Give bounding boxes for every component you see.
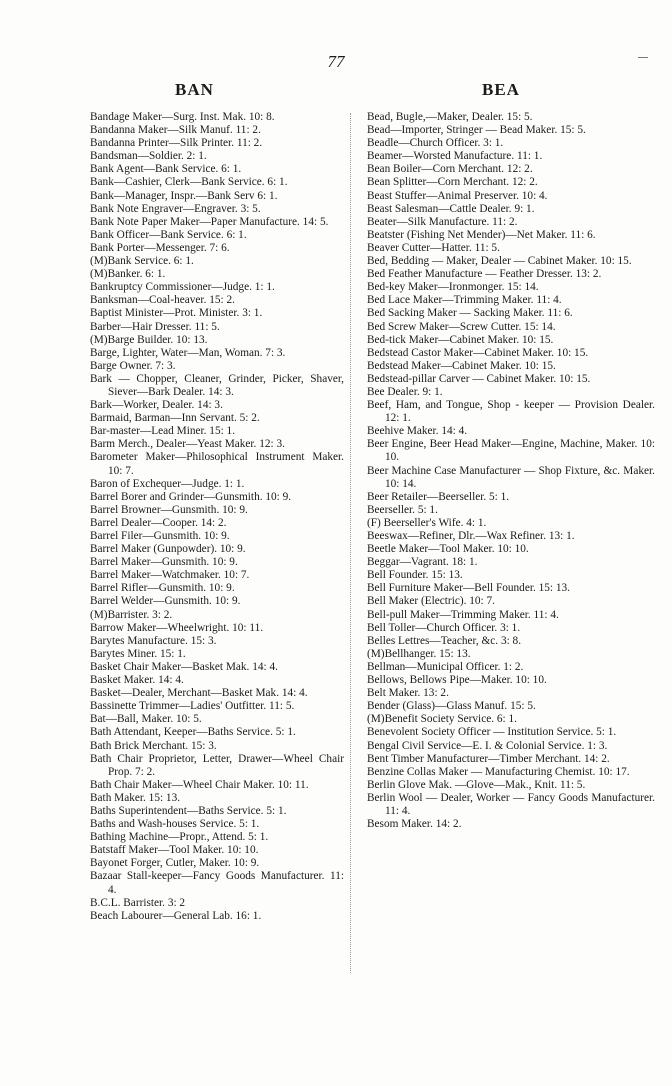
index-entry: Bank Officer—Bank Service. 6: 1. [90,228,247,241]
index-entry: Beast Stuffer—Animal Preserver. 10: 4. [367,189,548,202]
index-entry: Beerseller. 5: 1. [367,503,438,516]
index-entry: Bath Maker. 15: 13. [90,791,181,804]
index-entry: Barytes Manufacture. 15: 3. [90,634,217,647]
index-entry: Basket—Dealer, Merchant—Basket Mak. 14: 4. [90,687,308,700]
index-entry: Bedstead Castor Maker—Cabinet Maker. 10: 15. [367,346,589,359]
index-entry: Barrel Dealer—Cooper. 14: 2. [90,516,227,529]
index-entry: (M)Barge Builder. 10: 13. [90,333,208,346]
page-number: 77 [327,52,345,71]
index-entry: Beer Engine, Beer Head Maker—Engine, Machine, Maker. 10: 10. [367,438,655,464]
index-entry: Beatster (Fishing Net Mender)—Net Maker. 11: 6. [367,228,596,241]
index-entry: Barmaid, Barman—Inn Servant. 5: 2. [90,412,260,425]
index-entry: Bath Chair Maker—Wheel Chair Maker. 10: 11. [90,778,309,791]
index-entry: (M)Bellhanger. 15: 13. [367,647,471,660]
index-entry: Barytes Miner. 15: 1. [90,647,186,660]
index-entry: Bed Screw Maker—Screw Cutter. 15: 14. [367,320,556,333]
index-entry: Bead—Importer, Stringer — Bead Maker. 15: 5. [367,124,586,137]
index-entry: Beehive Maker. 14: 4. [367,425,468,438]
index-entry: Belles Lettres—Teacher, &c. 3: 8. [367,634,522,647]
index-entry: Bedstead Maker—Cabinet Maker. 10: 15. [367,359,556,372]
index-entry: Bead, Bugle,—Maker, Dealer. 15: 5. [367,111,533,123]
index-entry: Belt Maker. 13: 2. [367,687,449,700]
index-entry: Bed Lace Maker—Trimming Maker. 11: 4. [367,294,562,307]
index-entry: (M)Benefit Society Service. 6: 1. [367,713,517,726]
index-entry: Bell-pull Maker—Trimming Maker. 11: 4. [367,608,559,621]
index-entry: Baptist Minister—Prot. Minister. 3: 1. [90,307,263,320]
index-entry: Bandage Maker—Surg. Inst. Mak. 10: 8. [90,111,275,123]
index-entry: Barrel Maker (Gunpowder). 10: 9. [90,543,246,556]
index-entry: Bar-master—Lead Miner. 15: 1. [90,425,236,438]
right-column-header: BEA [482,80,520,99]
index-entry: (F) Beerseller's Wife. 4: 1. [367,516,487,529]
index-entry: Bath Attendant, Keeper—Baths Service. 5: 1. [90,726,296,739]
left-column [54,111,344,923]
index-entry: Bellows, Bellows Pipe—Maker. 10: 10. [367,674,547,687]
index-entry: Bank Agent—Bank Service. 6: 1. [90,163,242,176]
index-entry: Barometer Maker—Philosophical Instrument Maker. 10: 7. [90,451,344,477]
index-entry: Bean Splitter—Corn Merchant. 12: 2. [367,176,538,189]
index-entry: (M)Banker. 6: 1. [90,268,166,281]
index-entry: Bank—Cashier, Clerk—Bank Service. 6: 1. [90,176,288,189]
index-entry: Beast Salesman—Cattle Dealer. 9: 1. [367,202,535,215]
index-entry: Barrel Browner—Gunsmith. 10: 9. [90,503,248,516]
index-entry: Beef, Ham, and Tongue, Shop - keeper — Provision Dealer. 12: 1. [367,399,655,425]
index-entry: Baron of Exchequer—Judge. 1: 1. [90,477,245,490]
index-entry: Bank Porter—Messenger. 7: 6. [90,241,230,254]
right-column [355,111,655,831]
index-entry: Bee Dealer. 9: 1. [367,385,443,398]
index-entry: Beater—Silk Manufacture. 11: 2. [367,215,518,228]
index-entry: Barrel Filer—Gunsmith. 10: 9. [90,530,230,542]
index-entry: (M)Barrister. 3: 2. [90,608,173,621]
index-entry: Bank Note Paper Maker—Paper Manufacture. 14: 5. [90,215,329,228]
index-entry: Bell Furniture Maker—Bell Founder. 15: 13. [367,582,571,595]
index-entry: Basket Chair Maker—Basket Mak. 14: 4. [90,660,278,673]
index-entry: Bat—Ball, Maker. 10: 5. [90,713,202,726]
index-entry: Barrel Borer and Grinder—Gunsmith. 10: 9. [90,490,292,503]
index-entry: Banksman—Coal-heaver. 15: 2. [90,294,235,307]
index-entry: Besom Maker. 14: 2. [367,818,462,831]
index-entry: Beadle—Church Officer. 3: 1. [367,137,504,150]
index-entry: B.C.L. Barrister. 3: 2 [90,896,186,909]
index-entry: Berlin Glove Mak. —Glove—Mak., Knit. 11: 5. [367,778,586,791]
index-entry: Barge Owner. 7: 3. [90,359,176,372]
index-entry: Bandsman—Soldier. 2: 1. [90,150,207,163]
index-entry: Barrel Welder—Gunsmith. 10: 9. [90,595,241,608]
index-entry: Benevolent Society Officer — Institution Service. 5: 1. [367,726,617,739]
index-entry: Bandanna Maker—Silk Manuf. 11: 2. [90,124,261,137]
index-entry: Berlin Wool — Dealer, Worker — Fancy Goods Manufacturer. 11: 4. [367,791,655,817]
index-entry: (M)Bank Service. 6: 1. [90,255,194,268]
index-entry: Bender (Glass)—Glass Manuf. 15: 5. [367,700,536,713]
index-entry: Beamer—Worsted Manufacture. 11: 1. [367,150,543,163]
index-entry: Barrel Maker—Watchmaker. 10: 7. [90,569,250,582]
index-entry: Beetle Maker—Tool Maker. 10: 10. [367,543,529,556]
index-entry: Barrel Maker—Gunsmith. 10: 9. [90,556,238,569]
index-entry: Beer Machine Case Manufacturer — Shop Fixture, &c. Maker. 10: 14. [367,464,655,490]
index-entry: Bellman—Municipal Officer. 1: 2. [367,660,524,673]
index-entry: Beeswax—Refiner, Dlr.—Wax Refiner. 13: 1. [367,530,575,542]
index-entry: Bathing Machine—Propr., Attend. 5: 1. [90,831,269,844]
index-entry: Bed, Bedding — Maker, Dealer — Cabinet Maker. 10: 15. [367,255,632,268]
index-entry: Bank—Manager, Inspr.—Bank Serv 6: 1. [90,189,278,202]
index-entry: Beggar—Vagrant. 18: 1. [367,556,478,569]
index-entry: Beer Retailer—Beerseller. 5: 1. [367,490,510,503]
index-entry: Beach Labourer—General Lab. 16: 1. [90,909,262,922]
index-entry: Barrow Maker—Wheelwright. 10: 11. [90,621,264,634]
index-entry: Bazaar Stall-keeper—Fancy Goods Manufacturer. 11: 4. [90,870,344,896]
index-entry: Barber—Hair Dresser. 11: 5. [90,320,220,333]
index-entry: Bell Maker (Electric). 10: 7. [367,595,495,608]
index-entry: Bark—Worker, Dealer. 14: 3. [90,399,223,412]
index-entry: Batstaff Maker—Tool Maker. 10: 10. [90,844,259,857]
index-entry: Bayonet Forger, Cutler, Maker. 10: 9. [90,857,260,870]
index-entry: Barm Merch., Dealer—Yeast Maker. 12: 3. [90,438,285,451]
index-entry: Bedstead-pillar Carver — Cabinet Maker. 10: 15. [367,372,591,385]
index-entry: Baths and Wash-houses Service. 5: 1. [90,818,260,831]
index-entry: Bassinette Trimmer—Ladies' Outfitter. 11: 5. [90,700,295,713]
index-entry: Bandanna Printer—Silk Printer. 11: 2. [90,137,263,150]
index-entry: Bell Founder. 15: 13. [367,569,463,582]
index-entry: Bed Sacking Maker — Sacking Maker. 11: 6. [367,307,573,320]
index-entry: Barge, Lighter, Water—Man, Woman. 7: 3. [90,346,286,359]
index-entry: Barrel Rifler—Gunsmith. 10: 9. [90,582,235,595]
index-entry: Bean Boiler—Corn Merchant. 12: 2. [367,163,533,176]
index-entry: Bath Chair Proprietor, Letter, Drawer—Wheel Chair Prop. 7: 2. [90,752,344,778]
index-entry: Bengal Civil Service—E. I. & Colonial Service. 1: 3. [367,739,608,752]
index-entry: Bank Note Engraver—Engraver. 3: 5. [90,202,261,215]
index-entry: Basket Maker. 14: 4. [90,674,184,687]
column-divider [350,113,352,973]
index-entry: Bell Toller—Church Officer. 3: 1. [367,621,521,634]
left-column-header: BAN [175,80,214,99]
index-entry: Beaver Cutter—Hatter. 11: 5. [367,241,500,254]
index-entry: Bed-key Maker—Ironmonger. 15: 14. [367,281,539,294]
index-entry: Bath Brick Merchant. 15: 3. [90,739,217,752]
index-entry: Bed-tick Maker—Cabinet Maker. 10: 15. [367,333,554,346]
index-entry: Bed Feather Manufacture — Feather Dresser. 13: 2. [367,268,602,281]
index-entry: Bankruptcy Commissioner—Judge. 1: 1. [90,281,275,294]
corner-mark [638,57,648,58]
index-entry: Bent Timber Manufacturer—Timber Merchant. 14: 2. [367,752,610,765]
index-entry: Benzine Collas Maker — Manufacturing Chemist. 10: 17. [367,765,630,778]
index-entry: Bark — Chopper, Cleaner, Grinder, Picker, Shaver, Siever—Bark Dealer. 14: 3. [90,372,344,398]
index-entry: Baths Superintendent—Baths Service. 5: 1. [90,804,287,817]
